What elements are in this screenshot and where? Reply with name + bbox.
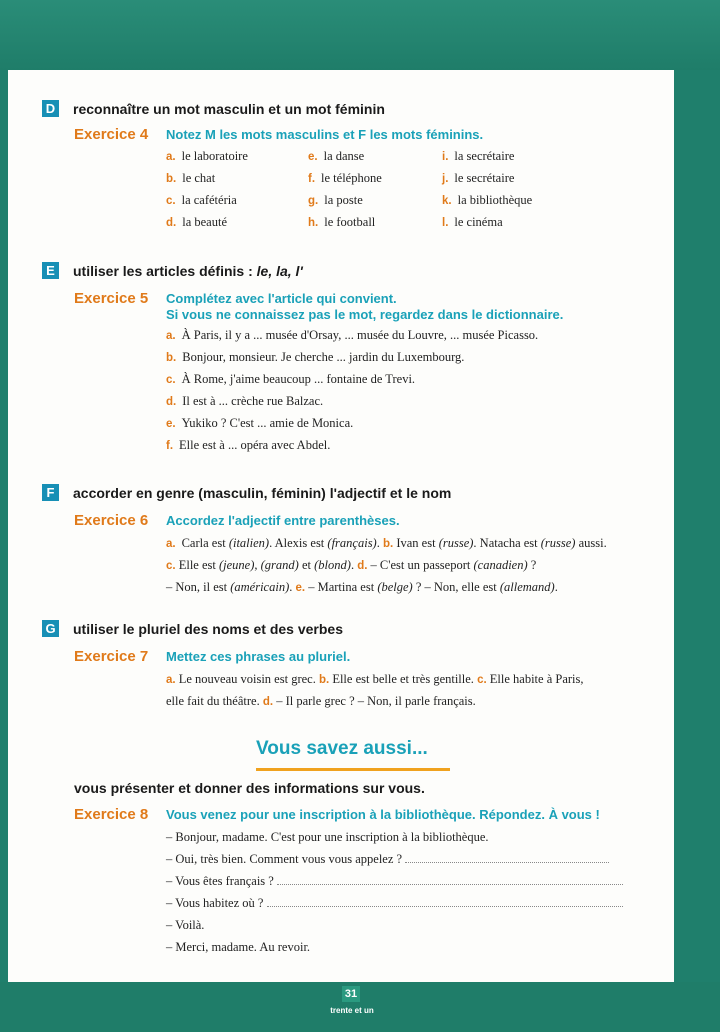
answer-blank[interactable] — [277, 873, 623, 885]
word-item: h. le football — [308, 215, 376, 229]
exercise-5-instruction-line-2: Si vous ne connaissez pas le mot, regardez dans le dictionnaire. — [166, 307, 564, 322]
exercise-6-line-2: c. Elle est (jeune), (grand) et (blond). d. – C'est un passeport (canadien) ? — [166, 558, 537, 572]
section-d-title: reconnaître un mot masculin et un mot féminin — [73, 100, 385, 117]
section-g-header — [42, 620, 343, 637]
sentence-item: d. Il est à ... crèche rue Balzac. — [166, 394, 324, 408]
section-f-header — [42, 484, 451, 501]
page-frame-top — [0, 0, 720, 70]
exercise-7-sentences — [166, 668, 584, 712]
exercise-5-sentences — [166, 324, 538, 456]
section-e-title: utiliser les articles définis : le, la, l' — [73, 262, 303, 279]
exercise-4-instruction: Notez M les mots masculins et F les mots féminins. — [166, 127, 484, 142]
exercise-7-line-2: elle fait du théâtre. d. – Il parle grec ? – Non, il parle français. — [166, 694, 476, 708]
exercise-6-header — [74, 512, 400, 529]
dialogue-line: – Vous êtes français ? — [166, 870, 623, 892]
exercise-6-line-3: – Non, il est (américain). e. – Martina est (belge) ? – Non, elle est (allemand). — [166, 580, 558, 594]
word-item: e. la danse — [308, 149, 365, 163]
exercise-7-label: Exercice 7 — [74, 648, 149, 665]
word-item: j. le secrétaire — [442, 171, 515, 185]
section-letter-g: G — [42, 620, 59, 637]
word-item: c. la cafétéria — [166, 193, 237, 207]
word-item: i. la secrétaire — [442, 149, 515, 163]
word-item: d. la beauté — [166, 215, 227, 229]
dialogue-line: – Bonjour, madame. C'est pour une inscription à la bibliothèque. — [166, 830, 489, 844]
exercise-5-header — [74, 290, 563, 323]
exercise-5-label: Exercice 5 — [74, 290, 149, 307]
sentence-item: a. À Paris, il y a ... musée d'Orsay, ... musée du Louvre, ... musée Picasso. — [166, 328, 539, 342]
exercise-7-line-1: a. Le nouveau voisin est grec. b. Elle est belle et très gentille. c. Elle habite à Paris, — [166, 672, 584, 686]
dialogue-line: – Voilà. — [166, 918, 205, 932]
answer-blank[interactable] — [405, 851, 609, 863]
exercise-6-instruction: Accordez l'adjectif entre parenthèses. — [166, 513, 400, 528]
word-item: k. la bibliothèque — [442, 193, 533, 207]
page-number: 31 — [342, 986, 360, 1002]
sentence-item: f. Elle est à ... opéra avec Abdel. — [166, 438, 331, 452]
exercise-4-header — [74, 126, 483, 143]
section-letter-d: D — [42, 100, 59, 117]
vous-savez-underline — [256, 768, 450, 771]
word-item: b. le chat — [166, 171, 216, 185]
dialogue-line: – Oui, très bien. Comment vous vous appelez ? — [166, 848, 623, 870]
vous-savez-title: Vous savez aussi... — [256, 738, 428, 759]
sentence-item: e. Yukiko ? C'est ... amie de Monica. — [166, 416, 354, 430]
word-item: a. le laboratoire — [166, 149, 248, 163]
word-item: l. le cinéma — [442, 215, 503, 229]
section-f-title: accorder en genre (masculin, féminin) l'adjectif et le nom — [73, 484, 452, 501]
vous-savez-subtitle: vous présenter et donner des informations sur vous. — [74, 780, 425, 796]
exercise-6-sentences — [166, 532, 607, 598]
word-item: g. la poste — [308, 193, 363, 207]
section-g-title: utiliser le pluriel des noms et des verbes — [73, 620, 343, 637]
sentence-item: b. Bonjour, monsieur. Je cherche ... jardin du Luxembourg. — [166, 350, 465, 364]
exercise-4-word-list — [166, 148, 562, 231]
word-item: f. le téléphone — [308, 171, 382, 185]
section-d-header — [42, 100, 385, 117]
page-number-words: trente et un — [330, 1006, 374, 1015]
exercise-8-instruction: Vous venez pour une inscription à la bibliothèque. Répondez. À vous ! — [166, 807, 600, 822]
exercise-8-label: Exercice 8 — [74, 806, 149, 823]
answer-blank[interactable] — [267, 895, 623, 907]
exercise-7-header — [74, 648, 350, 665]
exercise-6-label: Exercice 6 — [74, 512, 149, 529]
dialogue-line: – Merci, madame. Au revoir. — [166, 940, 311, 954]
section-letter-f: F — [42, 484, 59, 501]
section-e-title-italic: le, la, l' — [256, 262, 303, 279]
exercise-5-instruction-line-1: Complétez avec l'article qui convient. — [166, 291, 397, 306]
section-letter-e: E — [42, 262, 59, 279]
workbook-page — [8, 70, 674, 982]
exercise-4-label: Exercice 4 — [74, 126, 149, 143]
dialogue-line: – Vous habitez où ? — [166, 892, 623, 914]
exercise-8-header — [74, 806, 600, 823]
exercise-6-line-1: a. Carla est (italien). Alexis est (français). b. Ivan est (russe). Natacha est (russe) aussi. — [166, 536, 607, 550]
exercise-5-instruction — [166, 290, 563, 323]
sentence-item: c. À Rome, j'aime beaucoup ... fontaine de Trevi. — [166, 372, 416, 386]
exercise-8-dialogue — [166, 826, 623, 958]
section-e-header — [42, 262, 303, 279]
exercise-7-instruction: Mettez ces phrases au pluriel. — [166, 649, 351, 664]
